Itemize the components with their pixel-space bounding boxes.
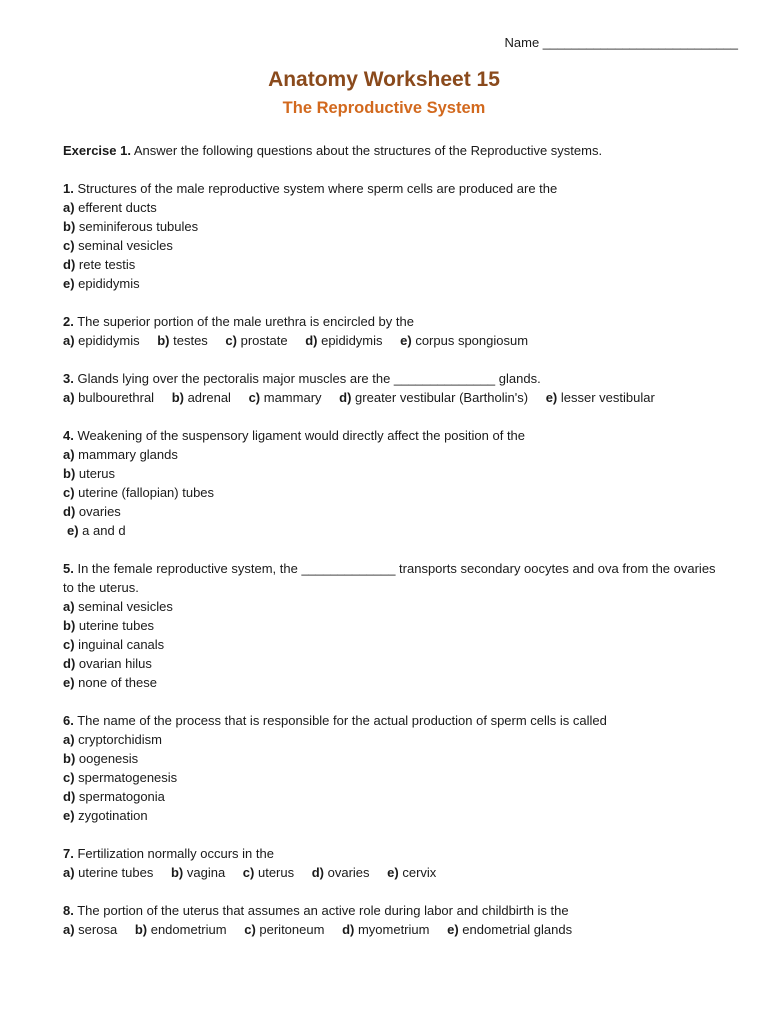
question-stem <box>63 901 723 920</box>
question-text: The superior portion of the male urethra is encircled by the <box>73 314 414 329</box>
option-e: e) zygotination <box>63 808 148 823</box>
question-1 <box>63 179 723 293</box>
option-c: c) prostate <box>225 333 288 348</box>
option-d: d) rete testis <box>63 257 136 272</box>
option-a: a) bulbourethral <box>63 390 155 405</box>
option-e: e) lesser vestibular <box>545 390 655 405</box>
question-8 <box>63 901 723 939</box>
option-b: b) oogenesis <box>63 751 139 766</box>
option-c: c) uterine (fallopian) tubes <box>63 485 215 500</box>
option-b: b) uterine tubes <box>63 618 155 633</box>
question-7 <box>63 844 723 882</box>
question-text: In the female reproductive system, the _____________ transports secondary oocytes and ova from the ovaries to the uterus. <box>63 561 716 595</box>
question-text: The portion of the uterus that assumes an active role during labor and childbirth is the <box>73 903 569 918</box>
option-c: c) peritoneum <box>244 922 325 937</box>
question-number: 8. <box>63 903 74 918</box>
question-text: The name of the process that is responsible for the actual production of sperm cells is called <box>73 713 607 728</box>
question-number: 1. <box>63 181 74 196</box>
option-e: e) endometrial glands <box>447 922 573 937</box>
option-c: c) spermatogenesis <box>63 770 178 785</box>
question-stem <box>63 369 723 388</box>
question-stem <box>63 844 723 863</box>
exercise-text: Answer the following questions about the structures of the Reproductive systems. <box>130 143 603 158</box>
option-e: e) none of these <box>63 675 157 690</box>
option-a: a) mammary glands <box>63 447 178 462</box>
name-field-label: Name ___________________________ <box>504 35 738 50</box>
option-a: a) cryptorchidism <box>63 732 162 747</box>
question-2 <box>63 312 723 350</box>
option-d: d) ovaries <box>311 865 370 880</box>
question-number: 6. <box>63 713 74 728</box>
option-d: d) myometrium <box>342 922 430 937</box>
option-d: d) ovaries <box>63 504 121 519</box>
page-title: Anatomy Worksheet 15 <box>268 68 500 91</box>
question-stem <box>63 559 723 597</box>
option-c: c) mammary <box>248 390 322 405</box>
option-a: a) uterine tubes <box>63 865 154 880</box>
question-3 <box>63 369 723 407</box>
question-number: 4. <box>63 428 74 443</box>
question-text: Glands lying over the pectoralis major muscles are the ______________ glands. <box>73 371 541 386</box>
option-e: e) epididymis <box>63 276 140 291</box>
option-b: b) testes <box>157 333 208 348</box>
question-stem <box>63 179 723 198</box>
option-a: a) serosa <box>63 922 118 937</box>
option-c: c) inguinal canals <box>63 637 165 652</box>
option-b: b) endometrium <box>134 922 227 937</box>
option-b: b) seminiferous tubules <box>63 219 199 234</box>
question-text: Structures of the male reproductive system where sperm cells are produced are the <box>73 181 558 196</box>
question-number: 7. <box>63 846 74 861</box>
option-d: d) greater vestibular (Bartholin's) <box>339 390 529 405</box>
question-4 <box>63 426 723 540</box>
option-c: c) uterus <box>242 865 295 880</box>
option-b: b) adrenal <box>171 390 231 405</box>
option-a: a) efferent ducts <box>63 200 157 215</box>
option-e: e) cervix <box>387 865 437 880</box>
option-e: e) corpus spongiosum <box>400 333 529 348</box>
question-text: Fertilization normally occurs in the <box>73 846 274 861</box>
question-number: 2. <box>63 314 74 329</box>
question-stem <box>63 711 723 730</box>
exercise-label: Exercise 1. <box>63 143 131 158</box>
option-d: d) spermatogonia <box>63 789 165 804</box>
option-a: a) epididymis <box>63 333 140 348</box>
option-c: c) seminal vesicles <box>63 238 173 253</box>
option-a: a) seminal vesicles <box>63 599 173 614</box>
worksheet-content <box>63 141 723 939</box>
option-d: d) epididymis <box>305 333 383 348</box>
question-number: 3. <box>63 371 74 386</box>
option-e: e) a and d <box>67 523 126 538</box>
option-b: b) uterus <box>63 466 116 481</box>
option-d: d) ovarian hilus <box>63 656 152 671</box>
question-stem <box>63 312 723 331</box>
question-6 <box>63 711 723 825</box>
question-5 <box>63 559 723 692</box>
question-number: 5. <box>63 561 74 576</box>
option-b: b) vagina <box>170 865 226 880</box>
exercise-instruction <box>63 141 723 160</box>
page-subtitle: The Reproductive System <box>282 99 486 117</box>
question-stem <box>63 426 723 445</box>
question-text: Weakening of the suspensory ligament would directly affect the position of the <box>73 428 526 443</box>
